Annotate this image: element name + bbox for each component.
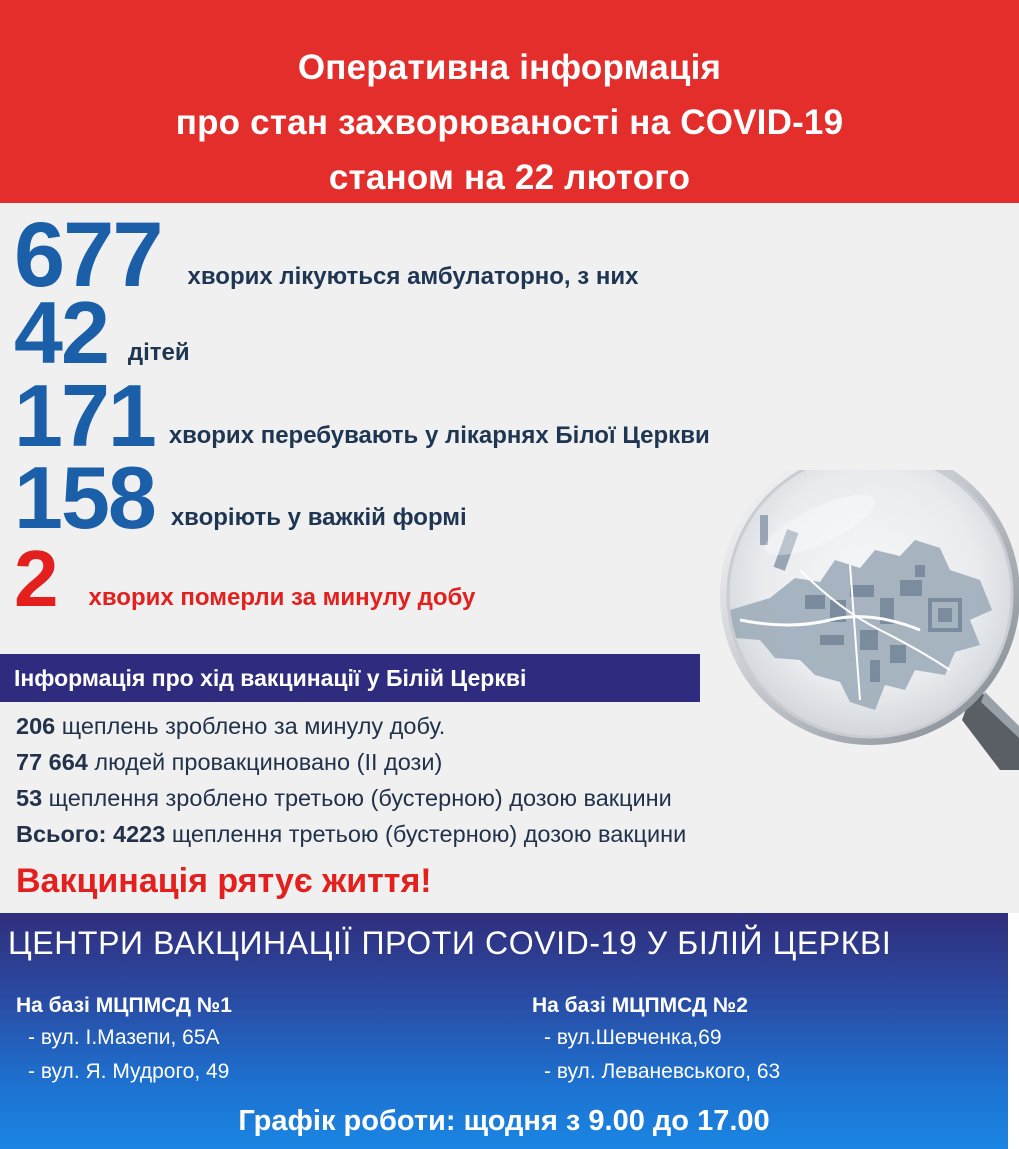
center-heading: На базі МЦПМСД №1 [16,994,232,1017]
vaccination-value: 206 [16,713,56,739]
vaccination-line [16,708,686,744]
header-title-line-1: Оперативна інформація [297,48,722,87]
magnifying-glass-map-icon [700,470,1019,770]
stat-number: 677 [14,204,162,306]
stat-number: 2 [14,534,57,623]
header-title-line-3: станом на 22 лютого [328,158,691,197]
header-banner [0,0,1019,203]
center-address: - вул. Леваневського, 63 [544,1060,781,1083]
vaccination-text: щеплення зроблено третьою (бустерною) дозою вакцини [42,785,672,811]
vaccination-line [16,816,686,852]
vaccination-banner: Інформація про хід вакцинації у Білій Церкві [0,654,700,702]
center-address: - вул. Я. Мудрого, 49 [28,1060,230,1083]
stat-text: хворих лікуються амбулаторно, з них [187,263,639,290]
vaccination-text: щеплення третьою (бустерною) дозою вакцини [165,821,687,847]
vaccination-value: 53 [16,785,43,811]
centers-title: ЦЕНТРИ ВАКЦИНАЦІЇ ПРОТИ COVID-19 У БІЛІЙ ЦЕРКВІ [8,925,892,961]
vaccination-value: Всього: 4223 [16,821,166,847]
vaccination-text: щеплень зроблено за минулу добу. [55,713,446,739]
stat-hospitalized [14,366,710,465]
vaccination-line [16,744,686,780]
stat-number: 158 [14,448,155,547]
stat-text: дітей [127,339,190,366]
working-hours: Графік роботи: щодня з 9.00 до 17.00 [238,1105,770,1137]
stat-severe [14,448,467,547]
center-address: - вул.Шевченка,69 [544,1026,722,1049]
vaccination-centers-panel [0,913,1008,1149]
vaccination-info [16,708,686,852]
center-column-1 [16,991,232,1089]
stat-number: 42 [14,283,108,382]
vaccination-motto: Вакцинація рятує життя! [16,862,432,900]
header-title-line-2: про стан захворюваності на COVID-19 [175,103,844,142]
vaccination-line [16,780,686,816]
stat-number: 171 [14,366,155,465]
stat-deaths [14,534,476,623]
stat-text: хворих померли за минулу добу [88,584,476,611]
center-column-2 [532,991,780,1089]
stat-text: хворих перебувають у лікарнях Білої Церкви [168,422,710,449]
stat-children [14,283,190,382]
vaccination-text: людей провакциновано (ІІ дози) [87,749,443,775]
stat-text: хворіють у важкій формі [170,504,467,531]
vaccination-value: 77 664 [16,749,88,775]
center-heading: На базі МЦПМСД №2 [532,994,748,1017]
center-address: - вул. І.Мазепи, 65А [28,1026,220,1049]
